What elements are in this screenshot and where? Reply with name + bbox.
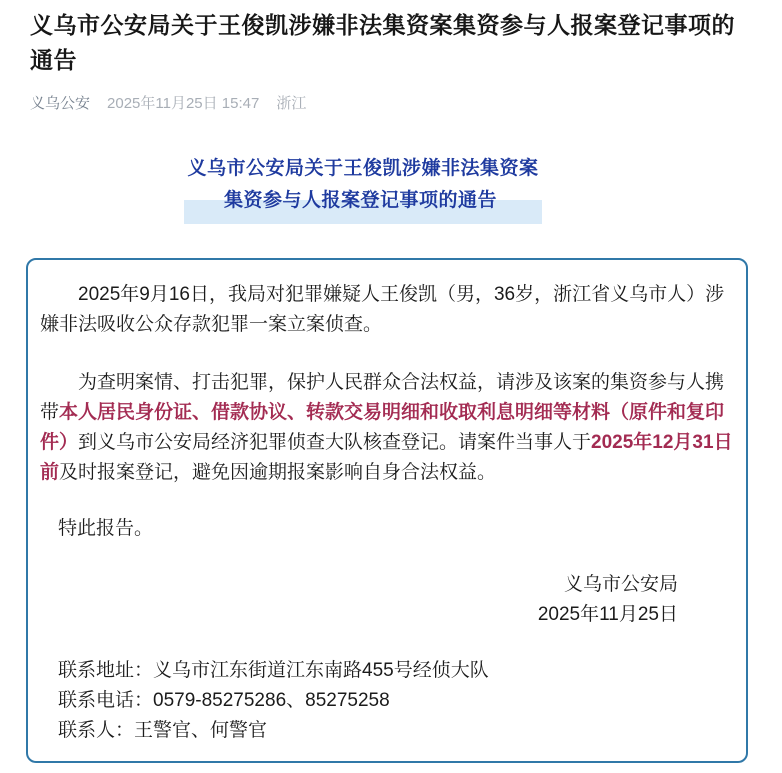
publish-timestamp: 2025年11月25日 15:47: [107, 95, 260, 112]
contact-address: 联系地址：义乌市江东街道江东南路455号经侦大队: [58, 660, 489, 681]
article-title: [30, 8, 752, 78]
article-title-line-2: 通告: [30, 47, 77, 73]
notice-closing: 特此报告。: [58, 518, 154, 539]
body-text: 到义乌市公安局经济犯罪侦查大队核查登记。请案件当事人于: [78, 432, 592, 453]
emphasized-text: 本人居民身份证、借款协议、转款交易明细和收取利息明细等材料（原件和复印件）: [40, 402, 725, 453]
signoff-organization: 义乌市公安局: [563, 574, 678, 595]
notice-heading-line-1: 义乌市公安局关于王俊凯涉嫌非法集资案: [187, 158, 539, 179]
notice-body-box: [26, 258, 748, 763]
notice-signoff: [40, 570, 734, 630]
byline: [30, 92, 752, 113]
notice-heading-highlight: 集资参与人报案登记事项的通告: [184, 185, 542, 224]
signoff-date: 2025年11月25日: [537, 604, 678, 625]
body-text: 及时报案登记，避免因逾期报案影响自身合法权益。: [59, 462, 497, 483]
contact-person: 联系人：王警官、何警官: [58, 720, 268, 741]
contact-info: [58, 656, 734, 746]
body-text: 为查明案情、打击犯罪，保护人民群众合法权益，请涉及该案的集资参与人携带: [40, 372, 725, 423]
notice-paragraph-2: [40, 368, 734, 488]
publish-region: 浙江: [276, 95, 307, 112]
emphasized-text: 2025年12月31日前: [40, 432, 733, 483]
article-title-line-1: 义乌市公安局关于王俊凯涉嫌非法集资案集资参与人报案登记事项的: [30, 12, 735, 38]
notice-heading-line-2: [26, 185, 700, 224]
publisher-name[interactable]: 义乌公安: [30, 95, 91, 112]
notice-heading: [26, 153, 700, 224]
notice-paragraph-1: 2025年9月16日，我局对犯罪嫌疑人王俊凯（男，36岁，浙江省义乌市人）涉嫌非法吸收公众存款犯罪一案立案侦查。: [40, 284, 725, 335]
contact-phone: 联系电话：0579-85275286、85275258: [58, 690, 390, 711]
